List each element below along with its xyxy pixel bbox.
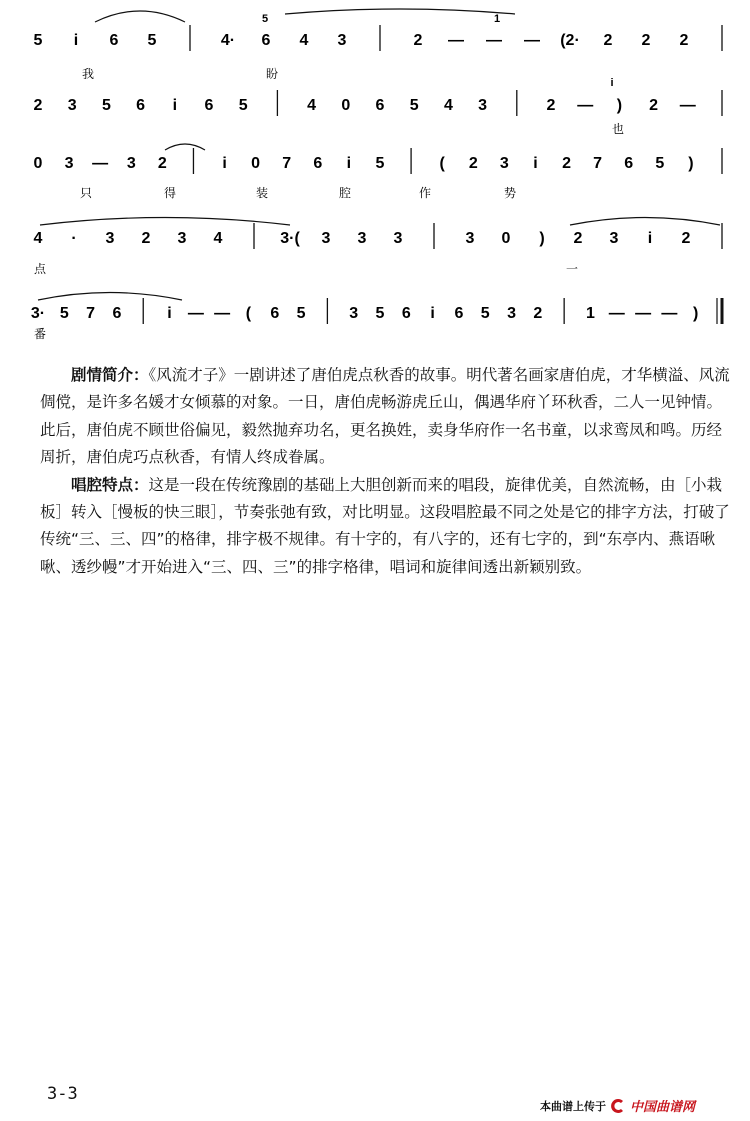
plot-summary-label: 剧情简介： [71, 366, 149, 384]
lyric-char: 一 [565, 262, 579, 276]
plot-summary [40, 362, 730, 472]
score-note: 0 [501, 230, 511, 247]
score-note: i [346, 155, 352, 172]
score-note: 3 [478, 97, 488, 114]
score-note: 2 [573, 230, 583, 247]
score-note: — [187, 305, 204, 322]
score-note: — [214, 305, 231, 322]
jianpu-score [0, 0, 750, 340]
score-note: 2 [681, 230, 691, 247]
upload-credit [540, 1096, 695, 1115]
lyric-char: 腔 [338, 186, 352, 200]
score-note: — [486, 32, 502, 49]
score-note: 2 [468, 155, 478, 172]
score-note: 2 [649, 97, 659, 114]
score-note: 2 [562, 155, 571, 172]
score-note: 2 [157, 155, 167, 172]
score-note: 2 [141, 230, 151, 247]
lyric-char: 势 [503, 186, 517, 200]
score-note: 2 [546, 97, 556, 114]
score-note: ) [539, 230, 545, 247]
score-note: 2 [33, 97, 43, 114]
lyric-char: 只 [79, 186, 93, 200]
grace-note: i [610, 77, 614, 89]
score-note: 3· [30, 305, 46, 322]
score-note: 2 [533, 305, 543, 322]
aria-features-label: 唱腔特点： [71, 475, 149, 494]
score-note: 3 [64, 155, 74, 172]
score-note: 6 [313, 155, 323, 172]
score-note: — [635, 305, 652, 322]
score-note: i [222, 155, 227, 172]
score-note: 3 [126, 155, 136, 172]
score-note: 0 [251, 155, 261, 172]
score-note: ) [693, 305, 699, 322]
score-note: 3 [465, 230, 475, 247]
lyric-char: 也 [611, 122, 625, 136]
score-note: 6 [109, 32, 119, 49]
lyric-char: 盼 [265, 67, 279, 81]
grace-note: 5 [261, 13, 269, 25]
slur-arc [285, 9, 515, 14]
lyric-char: 得 [163, 186, 177, 200]
score-note: 3 [507, 305, 516, 322]
score-note: ( [439, 155, 445, 172]
lyric-char: 我 [81, 67, 95, 81]
score-note: 3 [105, 230, 115, 247]
score-note: 6 [204, 97, 214, 114]
lyric-char: 点 [33, 262, 47, 276]
score-note: — [679, 97, 696, 114]
score-note: — [577, 97, 594, 114]
score-note: 4 [33, 230, 43, 247]
score-note: i [73, 32, 79, 49]
plot-summary-text: 《风流才子》一剧讲述了唐伯虎点秋香的故事。明代著名画家唐伯虎，才华横溢、风流倜傥，是许多名媛才女倾慕的对象。一日，唐伯虎畅游虎丘山，偶遇华府丫环秋香，二人一见钟情。此后，唐伯虎不顾世俗偏见，毅然抛弃功名，更名换姓，卖身华府作一名书童，以求鸾凤和鸣。历经周折，唐伯虎巧点秋香，有情人终成眷属。 [40, 366, 730, 467]
score-note: 2 [641, 32, 651, 49]
lyric-char: 作 [418, 186, 432, 200]
score-note: · [71, 230, 77, 247]
score-note: 3·( [280, 230, 300, 247]
score-note: 7 [86, 305, 96, 322]
lyric-char: 番 [33, 327, 47, 340]
score-note: 3 [177, 230, 187, 247]
lyric-char: 装 [255, 186, 269, 200]
score-note: 4 [443, 97, 453, 114]
score-note: 3 [321, 230, 331, 247]
page-number: 3-3 [47, 1084, 78, 1104]
score-note: ) [688, 155, 694, 172]
score-note: 3 [609, 230, 619, 247]
score-note: 5 [480, 305, 490, 322]
slur-arc [165, 144, 205, 150]
score-note: 4 [299, 32, 309, 49]
score-note: 6 [624, 155, 634, 172]
grace-note: 1 [493, 13, 501, 25]
score-note: 5 [409, 97, 419, 114]
score-note: 6 [454, 305, 464, 322]
score-note: 5 [296, 305, 306, 322]
score-note: 5 [59, 305, 69, 322]
score-note: i [167, 305, 172, 322]
slur-arc [40, 218, 290, 226]
score-note: 4 [213, 230, 223, 247]
score-note: 6 [270, 305, 280, 322]
score-note: 5 [33, 32, 43, 49]
score-note: 3 [499, 155, 509, 172]
score-note: — [524, 32, 540, 49]
score-note: ) [616, 97, 623, 114]
score-note: 5 [238, 97, 248, 114]
slur-arc [38, 293, 182, 301]
score-note: i [533, 155, 538, 172]
score-note: 6 [112, 305, 122, 322]
score-note: 6 [401, 305, 411, 322]
score-note: 0 [341, 97, 351, 114]
slur-arc [95, 11, 185, 22]
score-note: 5 [147, 32, 157, 49]
score-note: 1 [586, 305, 595, 322]
upload-text: 本曲谱上传于 [540, 1099, 606, 1113]
slur-arc [570, 218, 720, 226]
score-note: 7 [282, 155, 292, 172]
score-note: (2· [560, 32, 580, 49]
score-note: i [172, 97, 178, 114]
score-note: 2 [413, 32, 423, 49]
site-logo-icon [610, 1098, 626, 1114]
score-note: 3 [337, 32, 347, 49]
score-note: 0 [33, 155, 43, 172]
score-note: i [430, 305, 435, 322]
aria-features-text: 这是一段在传统豫剧的基础上大胆创新而来的唱段，旋律优美，自然流畅，由［小栽板］转入［慢板的快三眼］，节奏张弛有致，对比明显。这段唱腔最不同之处是它的排字方法，打破了传统“三、三、四”的格律，排字极不规律。有十字的，有八字的，还有七字的，到“东亭内、燕语啾啾、透纱幔”才开始进入“三、四、三”的排字格律，唱词和旋律间透出新颖别致。 [40, 475, 730, 576]
score-note: 3 [349, 305, 359, 322]
score-note: 5 [655, 155, 665, 172]
score-note: — [92, 155, 109, 172]
score-note: — [448, 32, 464, 49]
score-note: 6 [136, 97, 146, 114]
score-note: 2 [679, 32, 689, 49]
score-note: ( [245, 305, 252, 322]
score-note: 6 [375, 97, 385, 114]
score-note: 2 [603, 32, 613, 49]
score-note: — [661, 305, 678, 322]
score-note: 5 [375, 305, 385, 322]
description-block [40, 362, 730, 581]
score-note: 6 [261, 32, 271, 49]
score-note: i [647, 230, 653, 247]
score-note: 3 [393, 230, 403, 247]
site-name[interactable]: 中国曲谱网 [630, 1100, 696, 1115]
score-note: 5 [375, 155, 385, 172]
score-note: — [608, 305, 625, 322]
score-note: 7 [593, 155, 603, 172]
score-note: 4 [307, 97, 317, 114]
score-note: 3 [357, 230, 367, 247]
score-note: 4· [220, 32, 236, 49]
aria-features [40, 472, 730, 582]
score-note: 5 [101, 97, 111, 114]
score-note: 3 [67, 97, 77, 114]
